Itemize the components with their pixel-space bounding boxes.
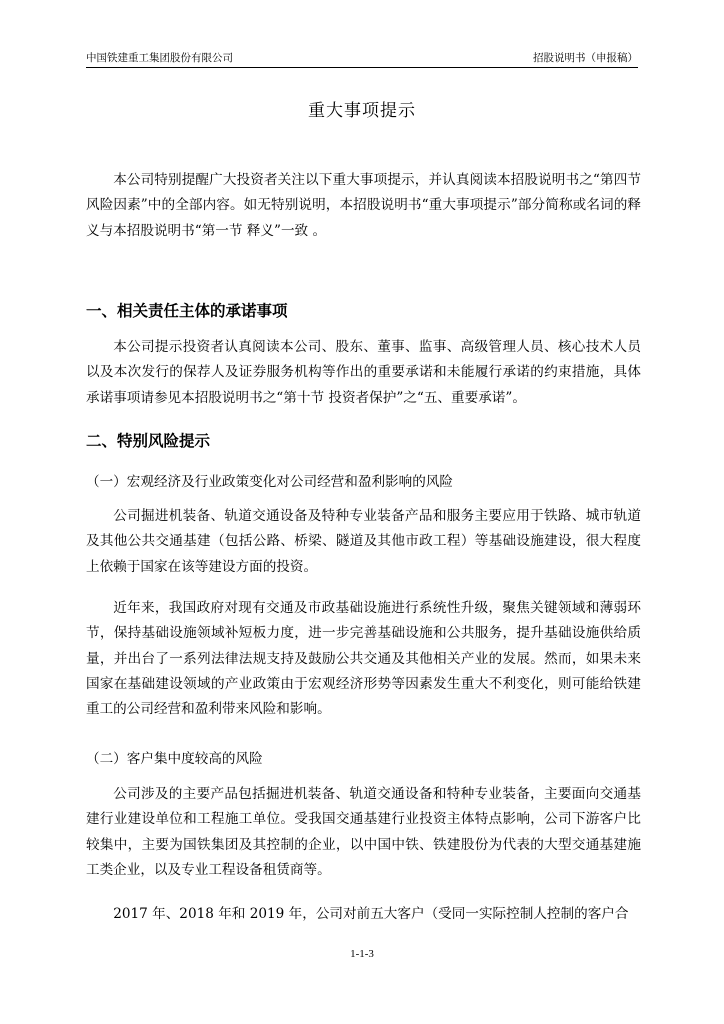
page-number: 1-1-3 (350, 948, 374, 960)
section1-block (86, 335, 641, 411)
sub2-paragraph-2: 2017 年、2018 年和 2019 年，公司对前五大客户（受同一实际控制人控制的客户合 (113, 906, 629, 922)
header-divider (86, 67, 638, 68)
sub2-paragraph-1: 公司涉及的主要产品包括掘进机装备、轨道交通设备和特种专业装备，主要面向交通基建行业建设单位和工程施工单位。受我国交通基建行业投资主体特点影响，公司下游客户比较集中，主要为国铁集团及其控制的企业，以中国中铁、铁建股份为代表的大型交通基建施工类企业，以及专业工程设备租赁商等。 (86, 786, 641, 878)
intro-paragraph: 本公司特别提醒广大投资者关注以下重大事项提示，并认真阅读本招股说明书之“第四节 风险因素”中的全部内容。如无特别说明，本招股说明书“重大事项提示”部分简称或名词的释义与本招股说明书“第一节 释义”一致 。 (86, 172, 641, 239)
section2-sub1-heading: （一）宏观经济及行业政策变化对公司经营和盈利影响的风险 (86, 474, 454, 490)
header-company: 中国铁建重工集团股份有限公司 (86, 52, 233, 64)
page-header (86, 50, 638, 68)
section1-paragraph: 本公司提示投资者认真阅读本公司、股东、董事、监事、高级管理人员、核心技术人员以及本次发行的保荐人及证券服务机构等作出的重要承诺和未能履行承诺的约束措施，具体承诺事项请参见本招股说明书之“第十节 投资者保护”之“五、重要承诺”。 (86, 339, 641, 406)
sub2-para2-block (86, 902, 641, 927)
sub1-paragraph-1: 公司掘进机装备、轨道交通设备及特种专业装备产品和服务主要应用于铁路、城市轨道及其他公共交通基建（包括公路、桥梁、隧道及其他市政工程）等基础设施建设，很大程度上依赖于国家在该等建设方面的投资。 (86, 508, 641, 575)
sub1-para2-block (86, 596, 641, 722)
section1-heading: 一、相关责任主体的承诺事项 (86, 302, 288, 320)
header-doc-type: 招股说明书（申报稿） (533, 52, 638, 64)
page-title: 重大事项提示 (308, 101, 416, 121)
intro-block (86, 168, 641, 244)
sub2-para1-block (86, 782, 641, 883)
section2-heading: 二、特别风险提示 (86, 432, 211, 450)
sub1-para1-block (86, 504, 641, 580)
sub1-paragraph-2: 近年来，我国政府对现有交通及市政基础设施进行系统性升级，聚焦关键领域和薄弱环节，保持基础设施领域补短板力度，进一步完善基础设施和公共服务，提升基础设施供给质量，并出台了一系列法律法规支持及鼓励公共交通及其他相关产业的发展。然而，如果未来国家在基础建设领域的产业政策由于宏观经济形势等因素发生重大不利变化，则可能给铁建重工的公司经营和盈利带来风险和影响。 (86, 600, 641, 718)
section2-sub2-heading: （二）客户集中度较高的风险 (86, 751, 263, 767)
